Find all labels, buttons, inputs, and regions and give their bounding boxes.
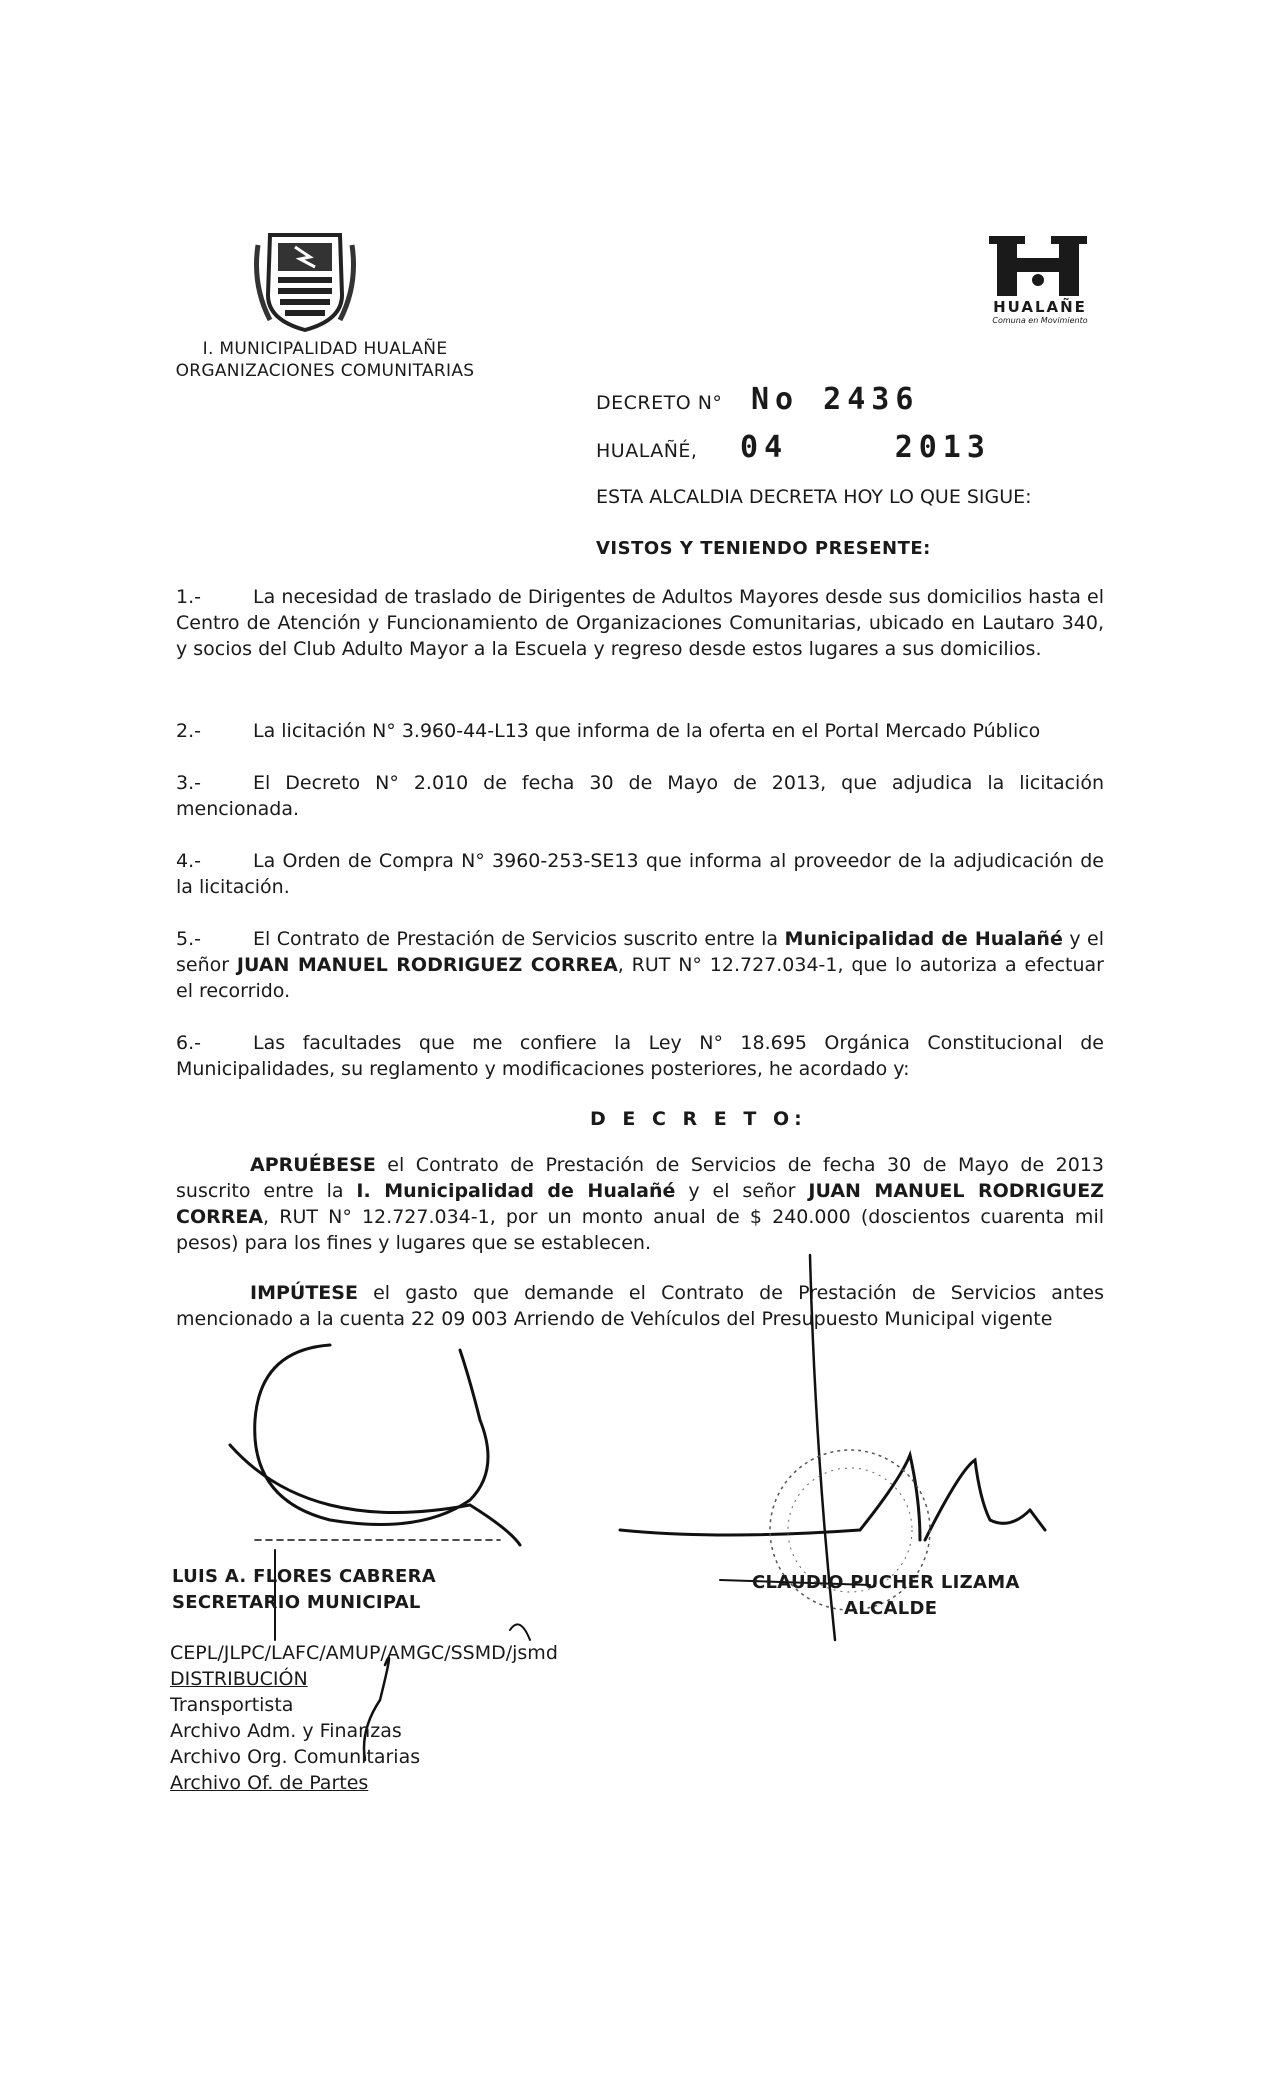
municipality-name: I. MUNICIPALIDAD HUALAÑE [202,339,448,359]
approve-keyword: APRUÉBESE [250,1154,376,1176]
distribution-item: Archivo Org. Comunitarias [170,1746,421,1768]
resolution-approve [176,1152,1104,1256]
municipal-coat-of-arms-icon [250,225,360,335]
decree-number-line [596,382,919,417]
consideration-number: 4.- [176,850,201,872]
distribution-item: Transportista [170,1694,294,1716]
charge-keyword: IMPÚTESE [250,1282,358,1304]
decree-place-label: HUALAÑÉ, [596,440,698,462]
resolution-title: D E C R E T O: [590,1108,807,1130]
mayor-role: ALCALDE [844,1598,938,1619]
decree-number-label: DECRETO N° [596,392,723,414]
signature-right [752,1570,1020,1622]
approve-party-contractor: JUAN MANUEL RODRIGUEZ CORREA [176,1180,1104,1228]
consideration-text-mid: y el señor [176,928,1105,976]
secretary-name: LUIS A. FLORES CABRERA [172,1566,436,1587]
approve-text-pre: el Contrato de Prestación de Servicios de fecha 30 de Mayo de 2013 suscrito entre la [176,1154,1104,1202]
municipality-header [160,338,490,382]
decree-date-day-stamp: 04 [740,430,789,465]
department-name: ORGANIZACIONES COMUNITARIAS [175,361,475,381]
consideration-number: 1.- [176,586,201,608]
approve-text-mid: y el señor [675,1180,809,1202]
considerations-title: VISTOS Y TENIENDO PRESENTE: [596,538,931,559]
consideration-text: El Decreto N° 2.010 de fecha 30 de Mayo de 2013, que adjudica la licitación mencionada. [176,772,1104,820]
consideration-text: La Orden de Compra N° 3960-253-SE13 que informa al proveedor de la adjudicación de la licitación. [176,850,1104,898]
approve-party-municipality: I. Municipalidad de Hualañé [356,1180,676,1202]
distribution-block [170,1640,558,1796]
secretary-role: SECRETARIO MUNICIPAL [172,1592,421,1613]
consideration-party-contractor: JUAN MANUEL RODRIGUEZ CORREA [236,954,618,976]
resolution-charge [176,1280,1104,1332]
consideration-number: 6.- [176,1032,201,1054]
decree-date-line [596,430,991,465]
mayor-name: CLAUDIO PUCHER LIZAMA [752,1572,1020,1593]
consideration-text-post: , RUT N° 12.727.034-1, que lo autoriza a efectuar el recorrido. [176,954,1104,1002]
consideration-4 [176,848,1104,900]
consideration-5 [176,926,1104,1004]
consideration-text: La licitación N° 3.960-44-L13 que informa de la oferta en el Portal Mercado Público [253,720,1041,742]
approve-text-post: , RUT N° 12.727.034-1, por un monto anual de $ 240.000 (doscientos cuarenta mil pesos) para los fines y lugares que se establecen. [176,1206,1104,1254]
consideration-number: 3.- [176,772,201,794]
consideration-6 [176,1030,1104,1082]
consideration-text-pre: El Contrato de Prestación de Servicios suscrito entre la [253,928,785,950]
distribution-title: DISTRIBUCIÓN [170,1668,308,1690]
decree-intro: ESTA ALCALDIA DECRETA HOY LO QUE SIGUE: [596,486,1032,508]
consideration-text: La necesidad de traslado de Dirigentes de Adultos Mayores desde sus domicilios hasta el Centro de Atención y Funcionamiento de Organizaciones Comunitarias, ubicado en Lautaro 340, y socios del Club Adulto Mayor a la Escuela y regreso desde estos lugares a sus domicilios. [176,586,1104,660]
consideration-number: 5.- [176,928,201,950]
hualane-h-logo-icon [985,230,1095,330]
consideration-number: 2.- [176,720,201,742]
consideration-3 [176,770,1104,822]
responsibility-initials: CEPL/JLPC/LAFC/AMUP/AMGC/SSMD/jsmd [170,1642,558,1664]
decree-date-year-stamp: 2013 [894,430,991,465]
consideration-1 [176,584,1104,662]
hualane-logo-name: HUALAÑE [993,298,1087,316]
consideration-2 [176,718,1104,744]
consideration-party-municipality: Municipalidad de Hualañé [784,928,1063,950]
distribution-item: Archivo Of. de Partes [170,1772,369,1794]
consideration-text: Las facultades que me confiere la Ley N° 18.695 Orgánica Constitucional de Municipalidades, su reglamento y modificaciones posteriores, he acordado y: [176,1032,1104,1080]
signature-left [172,1564,436,1616]
hualane-logo-tagline: Comuna en Movimiento [992,316,1088,325]
distribution-item: Archivo Adm. y Finanzas [170,1720,402,1742]
charge-text: el gasto que demande el Contrato de Prestación de Servicios antes mencionado a la cuenta 22 09 003 Arriendo de Vehículos del Presupuesto Municipal vigente [176,1282,1104,1330]
decree-number-stamp: No 2436 [750,382,920,417]
